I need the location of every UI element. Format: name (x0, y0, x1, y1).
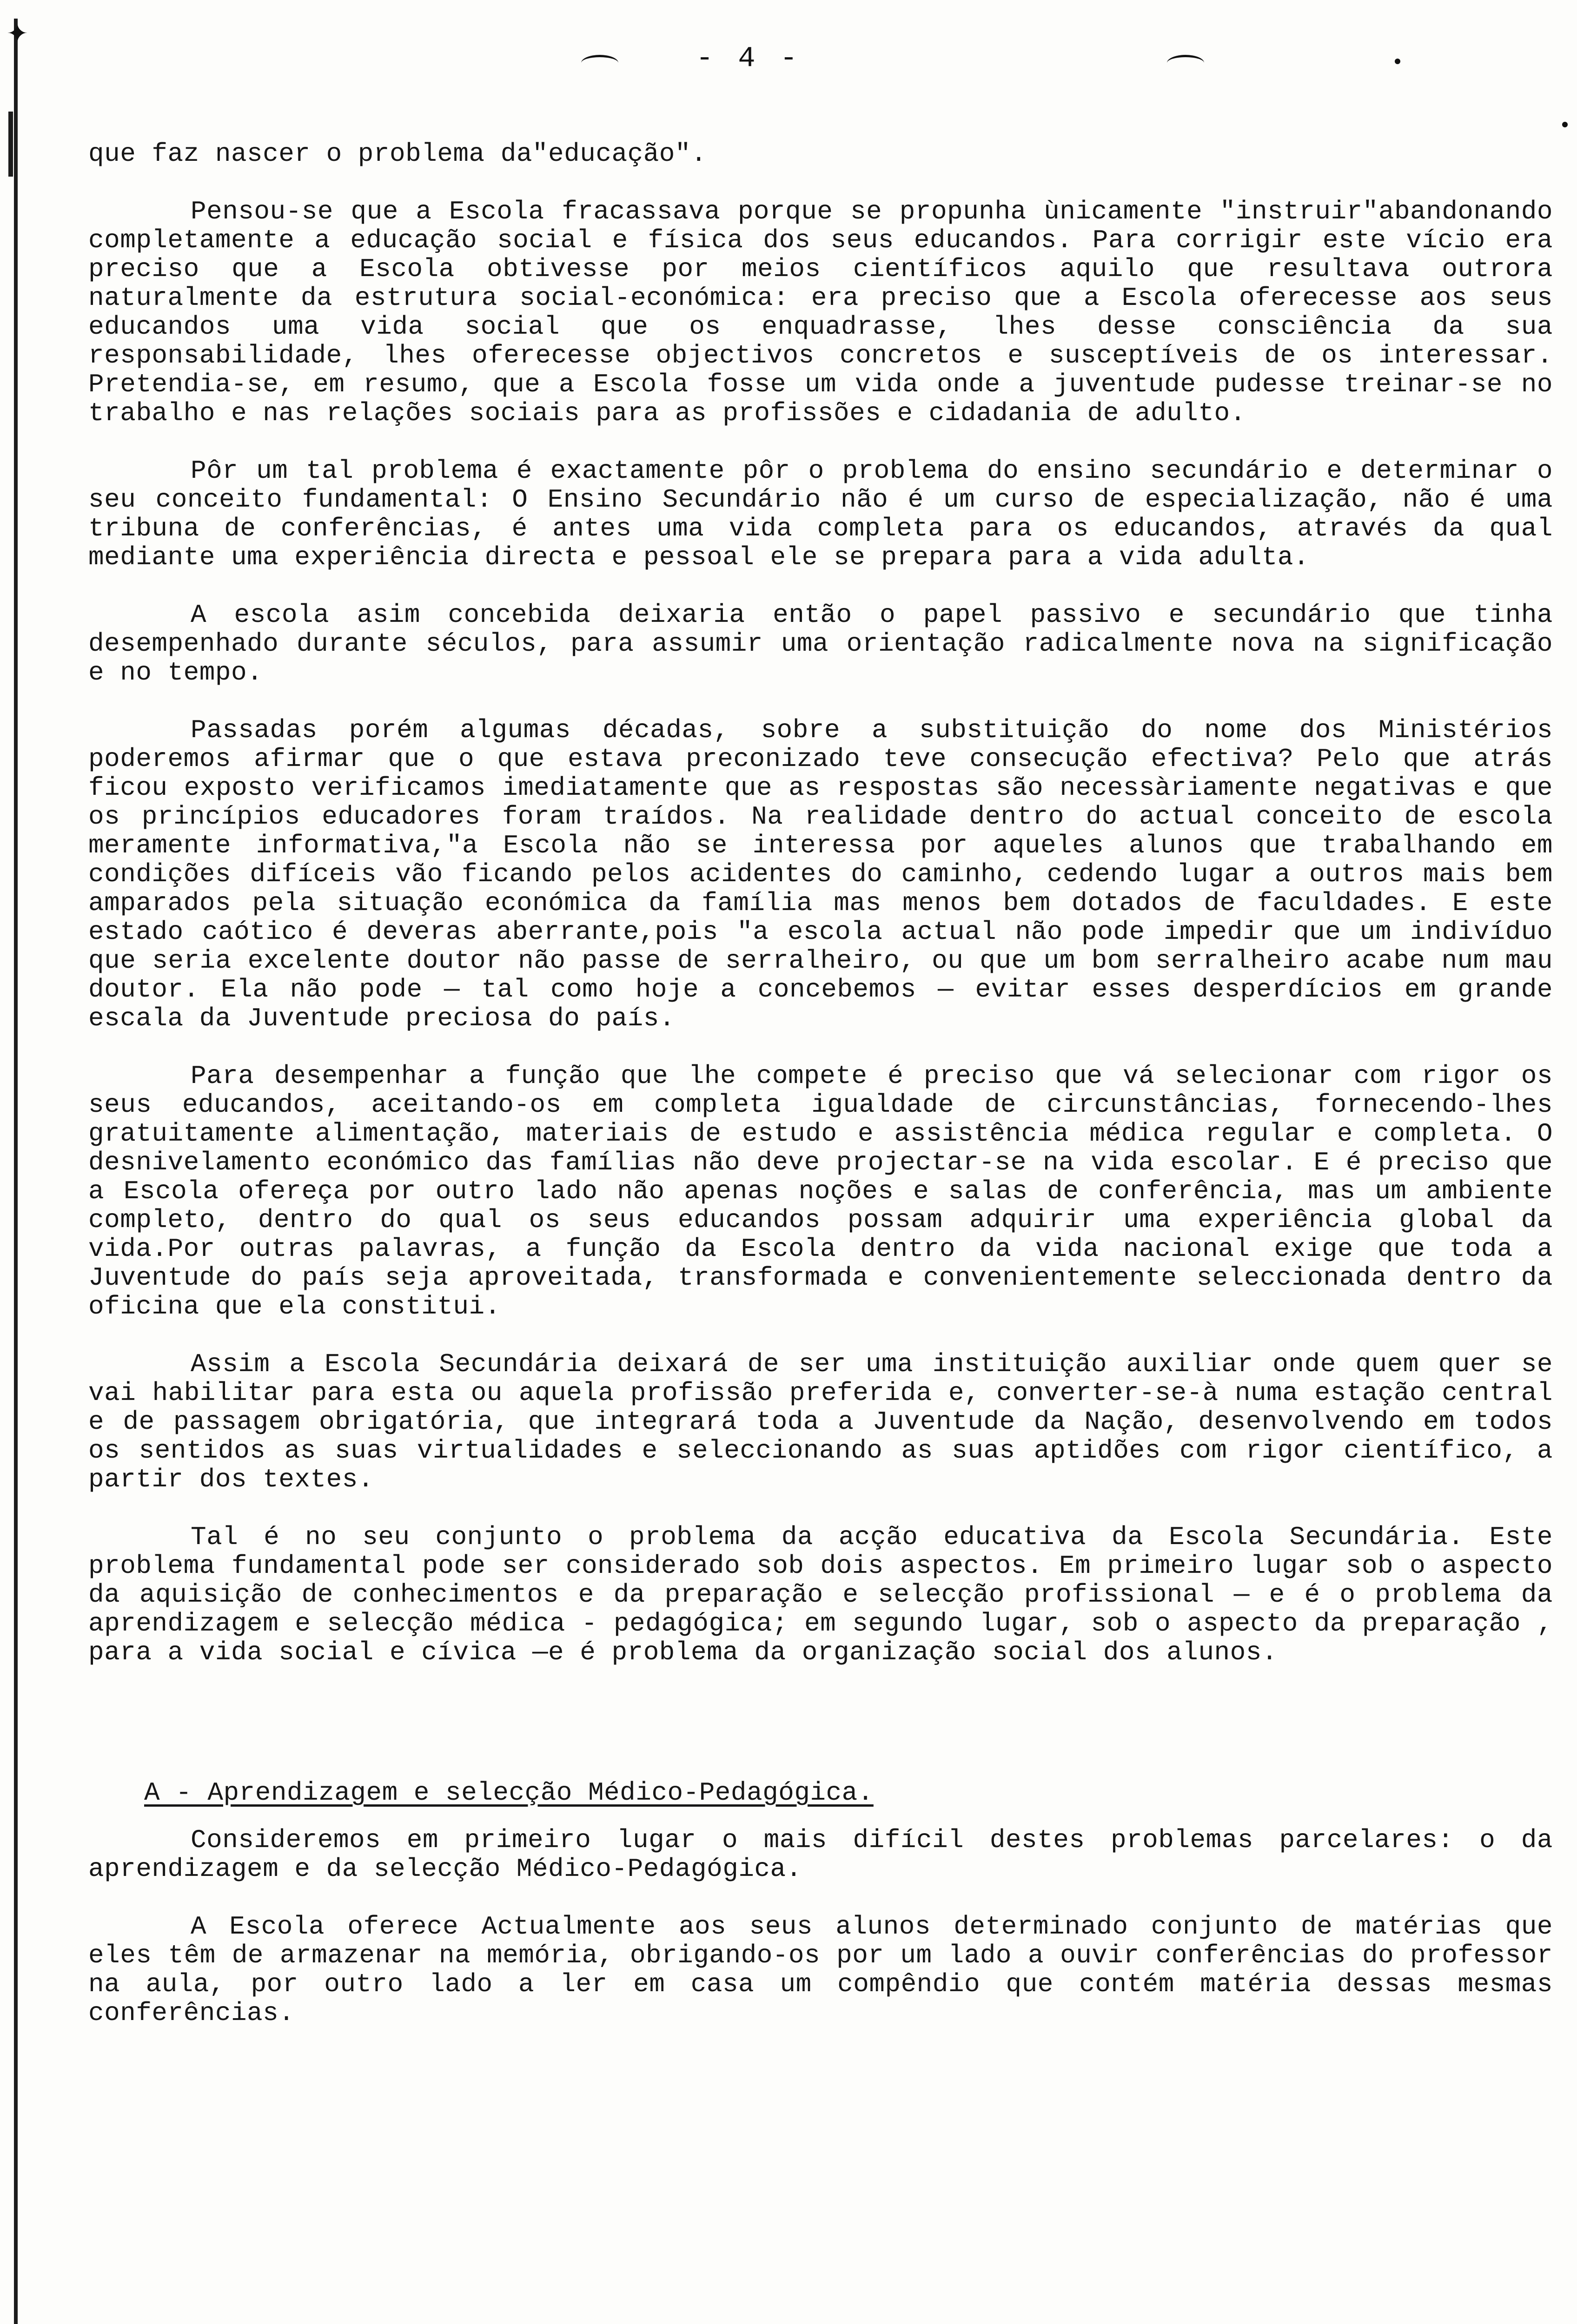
header-arc-right (1167, 55, 1204, 71)
ink-dot (1395, 59, 1400, 64)
page-number: - 4 - (696, 42, 802, 75)
document-body (88, 139, 1553, 2056)
header-arc-left (581, 55, 618, 71)
paragraph: que faz nascer o problema da"educação". (88, 139, 707, 169)
section-heading: A - Aprendizagem e selecção Médico-Pedagógica. (144, 1778, 874, 1808)
paragraph: Pôr um tal problema é exactamente pôr o problema do ensino secundário e determinar o seu conceito fundamental: O Ensino Secundário não é um curso de especialização, não é uma tribuna de conferências, é antes uma vida completa para os educandos, através da qual mediante uma experiência directa e pessoal ele se prepara para a vida adulta. (88, 456, 1553, 572)
paragraph: A escola asim concebida deixaria então o papel passivo e secundário que tinha desempenhado durante séculos, para assumir uma orientação radicalmente nova na significação e no tempo. (88, 600, 1553, 687)
left-margin-mark (8, 112, 13, 177)
left-margin-rule (14, 19, 18, 2324)
corner-punch-mark: ✦ (7, 19, 28, 49)
paragraph: Assim a Escola Secundária deixará de ser uma instituição auxiliar onde quem quer se vai habilitar para esta ou aquela profissão preferida e, converter-se-à numa estação central e de passagem obrigatória, que integrará toda a Juventude da Nação, desenvolvendo em todos os sentidos as suas virtualidades e seleccionando as suas aptidões com rigor científico, a partir dos textes. (88, 1349, 1553, 1494)
paragraph: A Escola oferece Actualmente aos seus alunos determinado conjunto de matérias que eles têm de armazenar na memória, obrigando-os por um lado a ouvir conferências do professor na aula, por outro lado a ler em casa um compêndio que contém matéria dessas mesmas conferências. (88, 1912, 1553, 2028)
paragraph: Passadas porém algumas décadas, sobre a substituição do nome dos Ministérios poderemos afirmar que o que estava preconizado teve consecução efectiva? Pelo que atrás ficou exposto verificamos imediatamente que as respostas são necessàriamente negativas e que os princípios educadores foram traídos. Na realidade dentro do actual conceito de escola meramente informativa,"a Escola não se interessa por aqueles alunos que trabalhando em condições difíceis vão ficando pelos acidentes do caminho, cedendo lugar a outros mais bem amparados pela situação económica da família mas menos bem dotados de faculdades. E este estado caótico é deveras aberrante,pois "a escola actual não pode impedir que um indivíduo que seria excelente doutor não passe de serralheiro, ou que um bom serralheiro acabe num mau doutor. Ela não pode — tal como hoje a concebemos — evitar esses desperdícios em grande escala da Juventude preciosa do país. (88, 715, 1553, 1033)
paragraph: Consideremos em primeiro lugar o mais difícil destes problemas parcelares: o da aprendizagem e da selecção Médico-Pedagógica. (88, 1825, 1553, 1884)
paragraph: Para desempenhar a função que lhe compete é preciso que vá selecionar com rigor os seus educandos, aceitando-os em completa igualdade de circunstâncias, fornecendo-lhes gratuitamente alimentação, materiais de estudo e assistência médica regular e completa. O desnivelamento económico das famílias não deve projectar-se na vida escolar. E é preciso que a Escola ofereça por outro lado não apenas noções e salas de conferência, mas um ambiente completo, dentro do qual os seus educandos possam adquirir uma experiência global da vida.Por outras palavras, a função da Escola dentro da vida nacional exige que toda a Juventude do país seja aproveitada, transformada e convenientemente seleccionada dentro da oficina que ela constitui. (88, 1061, 1553, 1321)
ink-dot (1562, 122, 1568, 127)
paragraph: Tal é no seu conjunto o problema da acção educativa da Escola Secundária. Este problema fundamental pode ser considerado sob dois aspectos. Em primeiro lugar sob o aspecto da aquisição de conhecimentos e da preparação e selecção profissional — e é o problema da aprendizagem e selecção médica - pedagógica; em segundo lugar, sob o aspecto da preparação , para a vida social e cívica —e é problema da organização social dos alunos. (88, 1522, 1553, 1667)
paragraph: Pensou-se que a Escola fracassava porque se propunha ùnicamente "instruir"abandonando completamente a educação social e física dos seus educandos. Para corrigir este vício era preciso que a Escola obtivesse por meios científicos aquilo que resultava outrora naturalmente da estrutura social-económica: era preciso que a Escola oferecesse aos seus educandos uma vida social que os enquadrasse, lhes desse consciência da sua responsabilidade, lhes oferecesse objectivos concretos e susceptíveis de os interessar. Pretendia-se, em resumo, que a Escola fosse um vida onde a juventude pudesse treinar-se no trabalho e nas relações sociais para as profissões e cidadania de adulto. (88, 197, 1553, 428)
